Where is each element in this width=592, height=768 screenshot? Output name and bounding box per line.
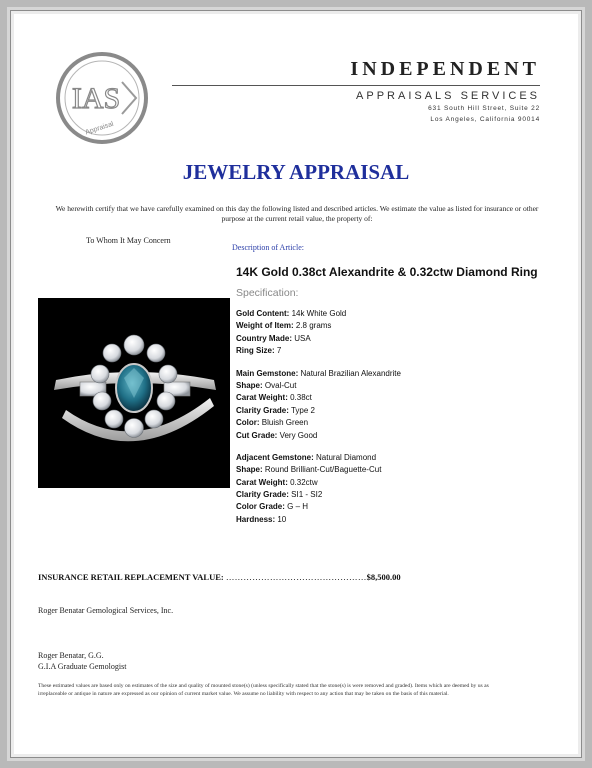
gemologist-credential: G.I.A Graduate Gemologist [38,662,127,671]
specification-label: Specification: [236,287,299,299]
company-subtitle: APPRAISALS SERVICES [356,90,540,102]
company-name: INDEPENDENT [350,58,540,80]
spec-row: Weight of Item: 2.8 grams [236,321,332,331]
spec-row: Cut Grade: Very Good [236,430,318,440]
value-dots: ………………………………………… [225,572,367,582]
spec-row: Shape: Round Brilliant-Cut/Baguette-Cut [236,465,382,475]
spec-list [236,308,401,526]
item-title: 14K Gold 0.38ct Alexandrite & 0.32ctw Diamond Ring [236,265,538,279]
disclaimer: These estimated values are based only on estimates of the size and quality of mounted stone(s) (unless specifically stated that the stone(s) is were removed and graded). Items which are deemed by us as irreplaceable or antique in nature are expressed as our opinion of current market value. We assume no liability with respect to any action that may be taken on the basis of this material. [38,683,489,697]
spec-row: Color: Bluish Green [236,418,309,428]
value-label: INSURANCE RETAIL REPLACEMENT VALUE: [38,572,224,582]
spec-row: Clarity Grade: Type 2 [236,405,315,415]
certify-text: We herewith certify that we have carefully examined on this day the following listed and described articles. We estimate the value as listed for insurance or other purpose at the current retail value, the property of: [55,204,539,223]
document-title: JEWELRY APPRAISAL [182,160,410,184]
spec-row: Adjacent Gemstone: Natural Diamond [236,452,377,462]
company-address-line1: 631 South Hill Street, Suite 22 [428,105,540,112]
spec-row: Carat Weight: 0.38ct [236,393,312,403]
ring-photo [38,298,230,488]
replacement-value [38,572,401,582]
spec-row: Color Grade: G – H [236,502,309,512]
spec-row: Ring Size: 7 [236,346,282,356]
header-rule [172,85,540,86]
spec-row: Country Made: USA [236,333,311,343]
spec-row: Clarity Grade: SI1 - SI2 [236,490,323,500]
description-label: Description of Article: [232,243,304,252]
spec-row: Main Gemstone: Natural Brazilian Alexandrite [236,368,401,378]
spec-row: Gold Content: 14k White Gold [236,309,347,318]
gemologist-name: Roger Benatar, G.G. [38,651,104,660]
company-header [172,58,540,124]
spec-row: Shape: Oval-Cut [236,380,297,390]
spec-row: Hardness: 10 [236,514,287,524]
svg-text:Appraisal: Appraisal [84,120,115,137]
company-signature: Roger Benatar Gemological Services, Inc. [38,606,174,615]
company-address-line2: Los Angeles, California 90014 [430,116,540,123]
gemologist-signature [38,650,126,672]
ias-logo [56,52,148,144]
value-amount: $8,500.00 [366,572,401,582]
spec-row: Carat Weight: 0.32ctw [236,477,318,487]
recipient: To Whom It May Concern [86,236,171,245]
svg-text:IAS: IAS [71,82,121,115]
